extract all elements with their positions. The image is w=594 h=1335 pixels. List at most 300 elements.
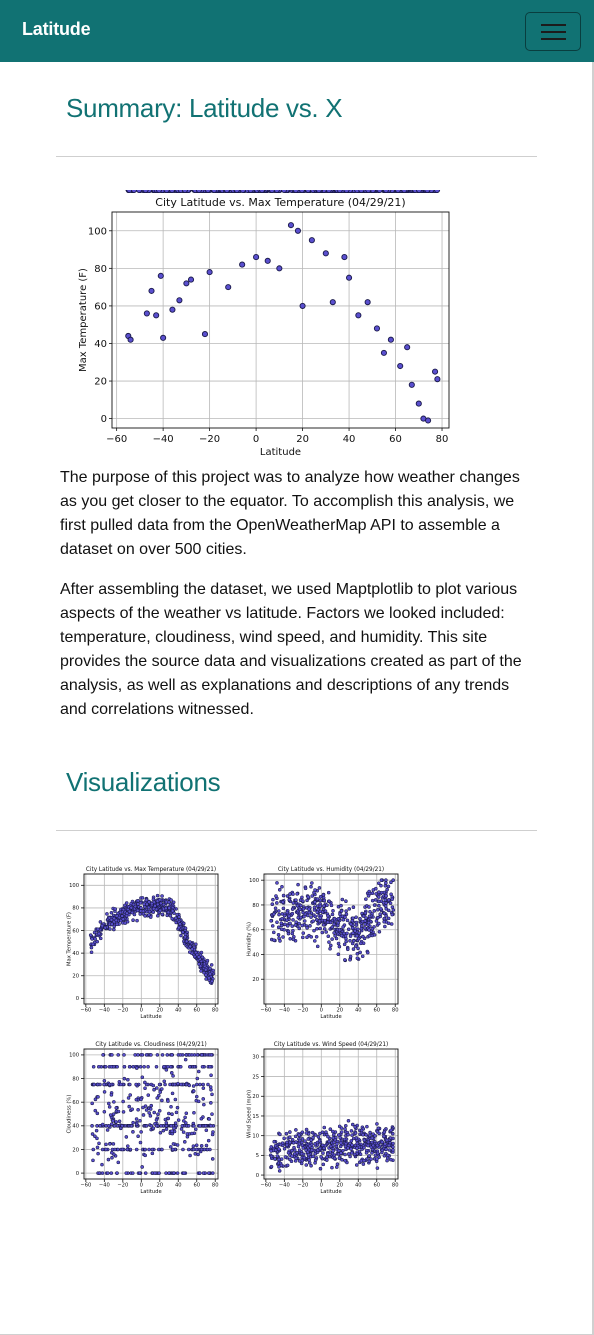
data-point bbox=[169, 1083, 172, 1086]
data-point bbox=[350, 1151, 353, 1154]
summary-divider bbox=[56, 156, 537, 157]
data-point bbox=[350, 1129, 353, 1132]
data-point bbox=[135, 1148, 138, 1151]
data-point bbox=[156, 1097, 159, 1100]
data-point bbox=[152, 911, 155, 914]
data-point bbox=[100, 1163, 103, 1166]
data-point bbox=[274, 894, 277, 897]
data-point bbox=[319, 1147, 322, 1150]
data-point bbox=[337, 1149, 340, 1152]
data-point bbox=[175, 1111, 178, 1114]
data-point bbox=[349, 955, 352, 958]
data-point bbox=[140, 1098, 143, 1101]
data-point bbox=[281, 901, 284, 904]
data-point bbox=[184, 1058, 187, 1061]
data-point bbox=[145, 1053, 148, 1056]
data-point bbox=[282, 894, 285, 897]
data-point bbox=[273, 1140, 276, 1143]
data-point bbox=[380, 879, 383, 882]
data-point bbox=[259, 190, 264, 193]
data-point bbox=[309, 238, 314, 243]
data-point bbox=[186, 1132, 189, 1135]
data-point bbox=[365, 300, 370, 305]
data-point bbox=[360, 927, 363, 930]
data-point bbox=[128, 1065, 131, 1068]
data-point bbox=[274, 1149, 277, 1152]
data-point bbox=[168, 907, 171, 910]
data-point bbox=[110, 1151, 113, 1154]
data-point bbox=[305, 1128, 308, 1131]
data-point bbox=[373, 909, 376, 912]
data-point bbox=[272, 913, 275, 916]
data-point bbox=[377, 1127, 380, 1130]
data-point bbox=[354, 1125, 357, 1128]
data-point bbox=[375, 1122, 378, 1125]
x-tick-label: −20 bbox=[117, 1007, 129, 1014]
data-point bbox=[326, 1156, 329, 1159]
data-point bbox=[202, 331, 207, 336]
data-point bbox=[207, 270, 212, 275]
data-point bbox=[107, 1124, 110, 1127]
data-point bbox=[171, 1113, 174, 1116]
data-point bbox=[338, 929, 341, 932]
data-point bbox=[144, 311, 149, 316]
data-point bbox=[331, 1130, 334, 1133]
data-point bbox=[96, 928, 99, 931]
chart-title: City Latitude vs. Max Temperature (04/29/21) bbox=[155, 196, 406, 209]
data-point bbox=[328, 900, 331, 903]
data-point bbox=[113, 1124, 116, 1127]
data-point bbox=[333, 923, 336, 926]
data-point bbox=[165, 1128, 168, 1131]
data-point bbox=[303, 1156, 306, 1159]
data-point bbox=[361, 1133, 364, 1136]
data-point bbox=[333, 917, 336, 920]
data-point bbox=[327, 935, 330, 938]
data-point bbox=[192, 1145, 195, 1148]
data-point bbox=[376, 908, 379, 911]
data-point bbox=[177, 926, 180, 929]
data-point bbox=[112, 1100, 115, 1103]
data-point bbox=[184, 281, 189, 286]
data-point bbox=[330, 1166, 333, 1169]
data-point bbox=[207, 1172, 210, 1175]
data-point bbox=[206, 959, 209, 962]
thumb-max-temp-chart[interactable] bbox=[60, 860, 222, 1028]
data-point bbox=[302, 907, 305, 910]
data-point bbox=[184, 1121, 187, 1124]
data-point bbox=[322, 893, 325, 896]
data-point bbox=[119, 1127, 122, 1130]
x-tick-label: 20 bbox=[156, 1182, 164, 1189]
data-point bbox=[402, 190, 407, 193]
data-point bbox=[97, 1065, 100, 1068]
data-point bbox=[306, 926, 309, 929]
data-point bbox=[180, 1127, 183, 1130]
data-point bbox=[383, 917, 386, 920]
data-point bbox=[142, 1113, 145, 1116]
data-point bbox=[337, 190, 342, 193]
data-point bbox=[348, 907, 351, 910]
data-point bbox=[110, 1093, 113, 1096]
data-point bbox=[96, 1083, 99, 1086]
data-point bbox=[347, 1133, 350, 1136]
data-point bbox=[344, 916, 347, 919]
x-tick-label: 0 bbox=[139, 1007, 143, 1014]
data-point bbox=[198, 1172, 201, 1175]
data-point bbox=[123, 904, 126, 907]
data-point bbox=[342, 254, 347, 259]
data-point bbox=[361, 920, 364, 923]
data-point bbox=[367, 921, 370, 924]
data-point bbox=[356, 934, 359, 937]
data-point bbox=[360, 1159, 363, 1162]
data-point bbox=[357, 947, 360, 950]
data-point bbox=[202, 1103, 205, 1106]
data-point bbox=[240, 190, 245, 193]
chart-title: City Latitude vs. Wind Speed (04/29/21) bbox=[273, 1041, 389, 1048]
data-point bbox=[171, 910, 174, 913]
data-point bbox=[123, 1065, 126, 1068]
data-point bbox=[327, 941, 330, 944]
data-point bbox=[288, 1158, 291, 1161]
data-point bbox=[101, 1148, 104, 1151]
data-point bbox=[170, 1053, 173, 1056]
data-point bbox=[226, 285, 231, 290]
data-point bbox=[153, 1088, 156, 1091]
data-point bbox=[278, 1133, 281, 1136]
data-point bbox=[335, 937, 338, 940]
data-point bbox=[193, 955, 196, 958]
data-point bbox=[165, 1068, 168, 1071]
data-point bbox=[204, 973, 207, 976]
data-point bbox=[344, 900, 347, 903]
data-point bbox=[135, 1118, 138, 1121]
data-point bbox=[306, 190, 311, 193]
data-point bbox=[395, 190, 400, 193]
data-point bbox=[354, 1132, 357, 1135]
data-point bbox=[200, 1144, 203, 1147]
data-point bbox=[340, 1131, 343, 1134]
data-point bbox=[272, 931, 275, 934]
data-point bbox=[324, 1131, 327, 1134]
data-point bbox=[184, 935, 187, 938]
data-point bbox=[197, 1070, 200, 1073]
thumb-cloudiness-chart[interactable] bbox=[60, 1035, 222, 1203]
data-point bbox=[291, 908, 294, 911]
y-tick-label: 100 bbox=[87, 226, 107, 238]
data-point bbox=[184, 927, 187, 930]
data-point bbox=[95, 1129, 98, 1132]
data-point bbox=[137, 1135, 140, 1138]
data-point bbox=[195, 1148, 198, 1151]
data-point bbox=[149, 1108, 152, 1111]
y-tick-label: 20 bbox=[94, 376, 107, 388]
y-tick-label: 80 bbox=[252, 902, 259, 909]
data-point bbox=[181, 1124, 184, 1127]
data-point bbox=[288, 915, 291, 918]
data-point bbox=[143, 190, 148, 193]
data-point bbox=[136, 919, 139, 922]
data-point bbox=[92, 1148, 95, 1151]
data-point bbox=[145, 1108, 148, 1111]
data-point bbox=[353, 1153, 356, 1156]
data-point bbox=[409, 382, 414, 387]
data-point bbox=[92, 1065, 95, 1068]
data-point bbox=[134, 1053, 137, 1056]
data-point bbox=[384, 882, 387, 885]
data-point bbox=[171, 1148, 174, 1151]
data-point bbox=[141, 896, 144, 899]
data-point bbox=[199, 965, 202, 968]
data-point bbox=[116, 1172, 119, 1175]
x-axis-label: Latitude bbox=[320, 1014, 342, 1021]
data-point bbox=[278, 1169, 281, 1172]
data-point bbox=[368, 915, 371, 918]
data-point bbox=[135, 1083, 138, 1086]
y-tick-label: 0 bbox=[255, 1172, 259, 1179]
data-point bbox=[277, 1165, 280, 1168]
data-point bbox=[108, 1083, 111, 1086]
data-point bbox=[132, 919, 135, 922]
data-point bbox=[197, 1153, 200, 1156]
y-tick-label: 80 bbox=[72, 1076, 79, 1083]
data-point bbox=[135, 1123, 138, 1126]
data-point bbox=[391, 906, 394, 909]
data-point bbox=[285, 1132, 288, 1135]
data-point bbox=[326, 1153, 329, 1156]
data-point bbox=[90, 951, 93, 954]
data-point bbox=[313, 939, 316, 942]
data-point bbox=[276, 1154, 279, 1157]
data-point bbox=[369, 1131, 372, 1134]
data-point bbox=[202, 1083, 205, 1086]
thumb-wind-speed-chart[interactable] bbox=[240, 1035, 402, 1203]
data-point bbox=[179, 934, 182, 937]
data-point bbox=[144, 1172, 147, 1175]
data-point bbox=[104, 1065, 107, 1068]
data-point bbox=[326, 914, 329, 917]
data-point bbox=[162, 1065, 165, 1068]
data-point bbox=[380, 891, 383, 894]
data-point bbox=[359, 942, 362, 945]
x-tick-label: −20 bbox=[117, 1182, 129, 1189]
data-point bbox=[301, 936, 304, 939]
data-point bbox=[194, 1152, 197, 1155]
data-point bbox=[360, 1129, 363, 1132]
data-point bbox=[189, 1154, 192, 1157]
data-point bbox=[329, 1128, 332, 1131]
data-point bbox=[137, 1108, 140, 1111]
x-axis-label: Latitude bbox=[140, 1189, 162, 1196]
data-point bbox=[273, 939, 276, 942]
data-point bbox=[125, 1135, 128, 1138]
data-point bbox=[355, 1147, 358, 1150]
data-point bbox=[388, 1144, 391, 1147]
data-point bbox=[332, 1136, 335, 1139]
data-point bbox=[177, 298, 182, 303]
x-tick-label: 80 bbox=[211, 1007, 219, 1014]
data-point bbox=[328, 1140, 331, 1143]
data-point bbox=[318, 919, 321, 922]
data-point bbox=[167, 1112, 170, 1115]
data-point bbox=[185, 1053, 188, 1056]
data-point bbox=[356, 313, 361, 318]
data-point bbox=[289, 893, 292, 896]
data-point bbox=[145, 1124, 148, 1127]
data-point bbox=[298, 927, 301, 930]
data-point bbox=[121, 915, 124, 918]
data-point bbox=[141, 1076, 144, 1079]
data-point bbox=[141, 1053, 144, 1056]
data-point bbox=[288, 898, 291, 901]
data-point bbox=[277, 933, 280, 936]
data-point bbox=[199, 1125, 202, 1128]
data-point bbox=[123, 1077, 126, 1080]
data-point bbox=[110, 1123, 113, 1126]
data-point bbox=[345, 940, 348, 943]
data-point bbox=[292, 918, 295, 921]
data-point bbox=[291, 925, 294, 928]
x-tick-label: 40 bbox=[174, 1182, 182, 1189]
data-point bbox=[292, 1141, 295, 1144]
data-point bbox=[192, 1124, 195, 1127]
data-point bbox=[275, 881, 278, 884]
data-point bbox=[182, 1131, 185, 1134]
navbar-toggle-button[interactable] bbox=[525, 12, 581, 51]
data-point bbox=[111, 1119, 114, 1122]
data-point bbox=[161, 894, 164, 897]
data-point bbox=[384, 879, 387, 882]
data-point bbox=[302, 1147, 305, 1150]
data-point bbox=[283, 1147, 286, 1150]
data-point bbox=[295, 921, 298, 924]
data-point bbox=[137, 190, 142, 193]
data-point bbox=[286, 911, 289, 914]
data-point bbox=[294, 924, 297, 927]
data-point bbox=[161, 335, 166, 340]
data-point bbox=[295, 228, 300, 233]
data-point bbox=[372, 1144, 375, 1147]
data-point bbox=[166, 1100, 169, 1103]
data-point bbox=[110, 918, 113, 921]
data-point bbox=[358, 932, 361, 935]
data-point bbox=[122, 1110, 125, 1113]
data-point bbox=[111, 923, 114, 926]
data-point bbox=[416, 401, 421, 406]
data-point bbox=[270, 1155, 273, 1158]
data-point bbox=[205, 190, 210, 193]
brand-link[interactable]: Latitude bbox=[22, 19, 91, 39]
data-point bbox=[127, 1097, 130, 1100]
data-point bbox=[376, 1167, 379, 1170]
data-point bbox=[285, 1141, 288, 1144]
data-point bbox=[125, 1172, 128, 1175]
data-point bbox=[346, 919, 349, 922]
data-point bbox=[297, 883, 300, 886]
data-point bbox=[270, 1165, 273, 1168]
data-point bbox=[327, 891, 330, 894]
data-point bbox=[195, 1144, 198, 1147]
data-point bbox=[304, 1140, 307, 1143]
data-point bbox=[392, 909, 395, 912]
data-point bbox=[312, 1136, 315, 1139]
data-point bbox=[195, 1095, 198, 1098]
data-point bbox=[275, 921, 278, 924]
max-temp-chart bbox=[64, 190, 464, 462]
data-point bbox=[391, 913, 394, 916]
data-point bbox=[338, 945, 341, 948]
data-point bbox=[391, 1132, 394, 1135]
x-tick-label: −60 bbox=[260, 1182, 272, 1189]
plot-frame bbox=[112, 212, 449, 428]
y-tick-label: 0 bbox=[75, 1170, 79, 1177]
data-point bbox=[210, 1113, 213, 1116]
data-point bbox=[349, 958, 352, 961]
data-point bbox=[156, 914, 159, 917]
data-point bbox=[94, 1109, 97, 1112]
y-axis-label: Max Temperature (F) bbox=[66, 912, 73, 966]
data-point bbox=[364, 898, 367, 901]
y-tick-label: 60 bbox=[72, 928, 79, 935]
data-point bbox=[184, 1116, 187, 1119]
data-point bbox=[298, 922, 301, 925]
data-point bbox=[248, 190, 253, 193]
data-point bbox=[322, 923, 325, 926]
data-point bbox=[124, 922, 127, 925]
data-point bbox=[325, 930, 328, 933]
data-point bbox=[288, 1141, 291, 1144]
data-point bbox=[187, 1124, 190, 1127]
data-point bbox=[135, 1098, 138, 1101]
data-point bbox=[97, 1142, 100, 1145]
data-point bbox=[277, 926, 280, 929]
y-tick-label: 100 bbox=[69, 1052, 79, 1059]
data-point bbox=[359, 951, 362, 954]
data-point bbox=[313, 906, 316, 909]
data-point bbox=[274, 907, 277, 910]
data-point bbox=[385, 1148, 388, 1151]
data-point bbox=[405, 345, 410, 350]
data-point bbox=[368, 929, 371, 932]
data-point bbox=[280, 922, 283, 925]
data-point bbox=[308, 911, 311, 914]
data-point bbox=[188, 951, 191, 954]
data-point bbox=[128, 1083, 131, 1086]
data-point bbox=[317, 1135, 320, 1138]
data-point bbox=[313, 929, 316, 932]
data-point bbox=[108, 1142, 111, 1145]
data-point bbox=[365, 1133, 368, 1136]
data-point bbox=[331, 909, 334, 912]
data-point bbox=[144, 1148, 147, 1151]
data-point bbox=[357, 937, 360, 940]
data-point bbox=[326, 1135, 329, 1138]
y-tick-label: 60 bbox=[94, 301, 107, 313]
data-point bbox=[197, 1100, 200, 1103]
data-point bbox=[338, 1157, 341, 1160]
data-point bbox=[338, 913, 341, 916]
thumb-humidity-chart[interactable] bbox=[240, 860, 402, 1028]
data-point bbox=[336, 1163, 339, 1166]
data-point bbox=[151, 1152, 154, 1155]
y-tick-label: 60 bbox=[72, 1100, 79, 1107]
data-point bbox=[389, 1158, 392, 1161]
data-point bbox=[387, 885, 390, 888]
data-point bbox=[331, 913, 334, 916]
data-point bbox=[373, 904, 376, 907]
data-point bbox=[96, 1146, 99, 1149]
